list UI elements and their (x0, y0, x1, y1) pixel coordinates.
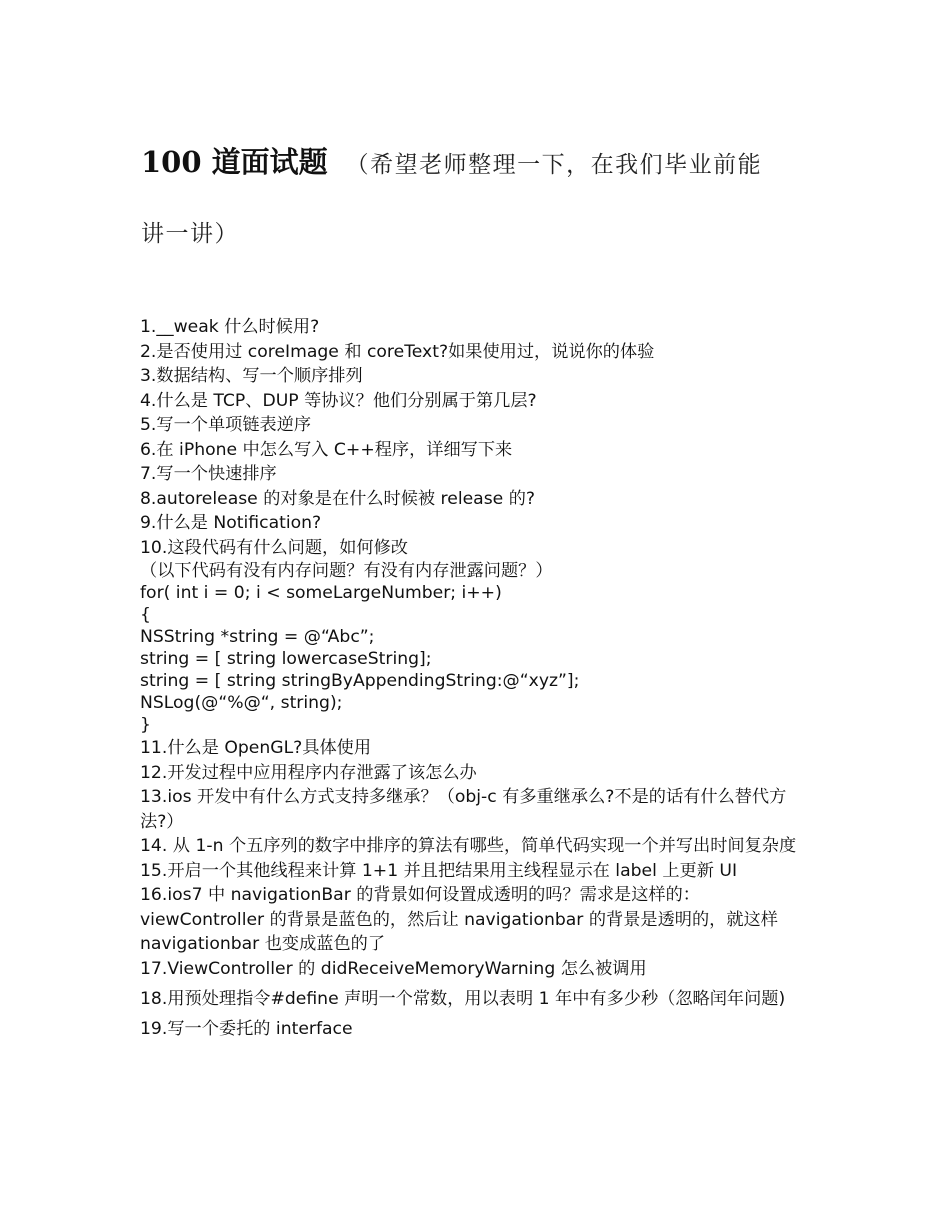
title-subtitle-part1: （希望老师整理一下，在我们毕业前能 (345, 152, 763, 178)
question-list (140, 315, 820, 1042)
question-7: 7.写一个快速排序 (140, 464, 277, 484)
question-4: 4.什么是 TCP、DUP 等协议？他们分别属于第几层? (140, 390, 537, 411)
question-6: 6.在 iPhone 中怎么写入 C++程序，详细写下来 (140, 439, 513, 460)
title-subtitle-part2: 讲一讲） (141, 221, 239, 247)
code-line: string = [ string stringByAppendingString:@“xyz”]; (140, 671, 580, 691)
question-16: 16.ios7 中 navigationBar 的背景如何设置成透明的吗？需求是这样的：viewController 的背景是蓝色的，然后让 navigationbar 的背景是透明的，就这样 navigationbar 也变成蓝色的了 (140, 885, 778, 954)
question-13: 13.ios 开发中有什么方式支持多继承？（obj-c 有多重继承么?不是的话有什么替代方法?） (140, 787, 787, 832)
question-18: 18.用预处理指令#define 声明一个常数，用以表明 1 年中有多少秒（忽略闰年问题) (140, 989, 786, 1009)
question-14: 14. 从 1-n 个五序列的数字中排序的算法有哪些，简单代码实现一个并写出时间复杂度 (140, 836, 797, 856)
question-15: 15.开启一个其他线程来计算 1+1 并且把结果用主线程显示在 label 上更新 UI (140, 860, 738, 881)
title-line (141, 140, 821, 189)
question-9: 9.什么是 Notification? (140, 513, 322, 533)
question-12: 12.开发过程中应用程序内存泄露了该怎么办 (140, 762, 477, 783)
question-11: 11.什么是 OpenGL?具体使用 (140, 738, 372, 758)
question-5: 5.写一个单项链表逆序 (140, 415, 312, 435)
document-title: 100 道面试题 (141, 145, 328, 179)
document-title-block (141, 140, 821, 249)
question-2: 2.是否使用过 coreImage 和 coreText?如果使用过，说说你的体验 (140, 341, 655, 362)
code-line: string = [ string lowercaseString]; (140, 649, 432, 669)
code-line: for( int i = 0; i < someLargeNumber; i++) (140, 583, 502, 603)
code-line: NSLog(@“%@“, string); (140, 693, 343, 713)
question-10: 10.这段代码有什么问题，如何修改 (140, 537, 408, 558)
question-3: 3.数据结构、写一个顺序排列 (140, 366, 363, 386)
code-line: { (140, 605, 151, 625)
question-8: 8.autorelease 的对象是在什么时候被 release 的? (140, 488, 536, 509)
question-17: 17.ViewController 的 didReceiveMemoryWarning 怎么被调用 (140, 958, 647, 979)
question-19: 19.写一个委托的 interface (140, 1019, 353, 1039)
code-line: } (140, 715, 151, 735)
question-10-note: （以下代码有没有内存问题？有没有内存泄露问题？） (140, 561, 553, 581)
code-line: NSString *string = @“Abc”; (140, 627, 375, 647)
question-1: 1.__weak 什么时候用? (140, 317, 320, 337)
